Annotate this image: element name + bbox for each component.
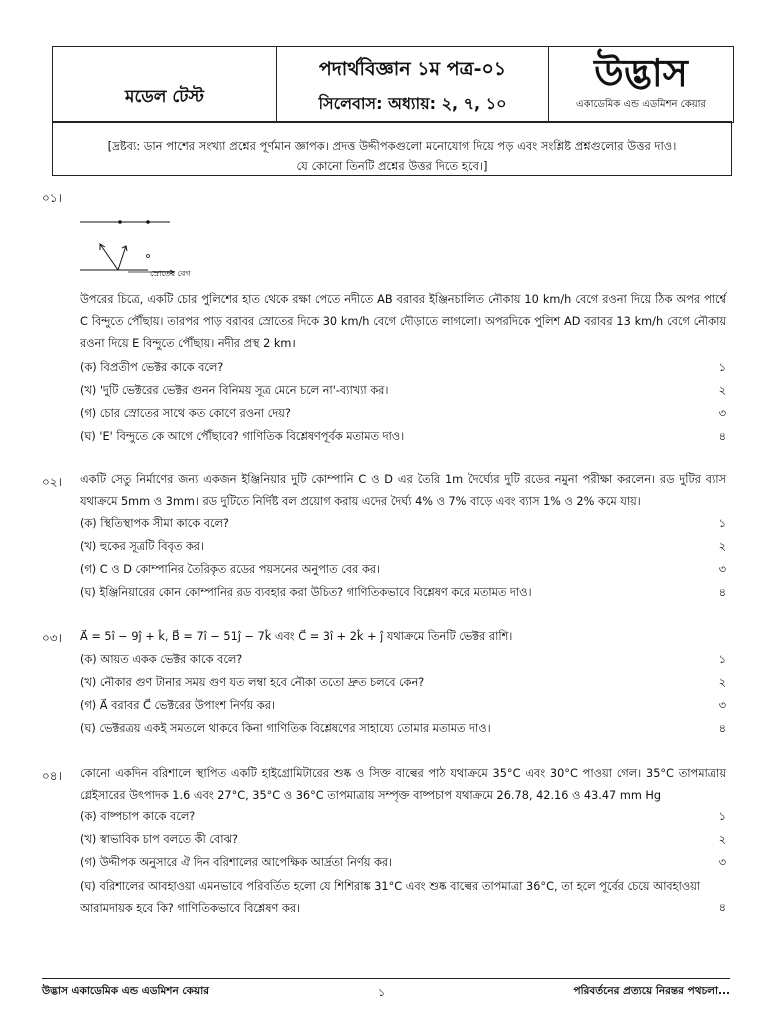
subject-block <box>277 47 549 122</box>
question-part: (গ) A⃗ বরাবর C⃗ ভেক্টরের উপাংশ নির্ণয় কর। ৩ <box>80 696 726 716</box>
marks: ১ <box>718 653 726 666</box>
marks: ৩ <box>718 856 726 869</box>
question-part-long: (ঘ) বরিশালের আবহাওয়া এমনভাবে পরিবর্তিত হলো যে শিশিরাঙ্ক 31°C এবং শুষ্ক বাল্বের তাপমাত্রা 36°C, তা হলে পূর্বের চেয়ে আবহাওয়া আরামদায়ক হবে কি? গাণিতিকভাবে বিশ্লেষণ কর। <box>80 880 700 915</box>
velocity-arrow <box>118 246 126 270</box>
instruction-line-1: [দ্রষ্টব্য: ডান পাশের সংখ্যা প্রশ্নের পূর্ণমান জ্ঞাপক। প্রদত্ত উদ্দীপকগুলো মনোযোগ দিয়ে পড় এবং সংশ্লিষ্ট প্রশ্নগুলোর উত্তর দাও। <box>107 139 677 153</box>
question-number: ০২। <box>42 475 62 489</box>
question-part: (ঘ) 'E' বিন্দুতে কে আগে পৌঁছাবে? গাণিতিক বিশ্লেষণপূর্বক মতামত দাও। ৪ <box>80 427 726 447</box>
marks: ৪ <box>718 901 726 914</box>
question-number: ০১। <box>42 191 62 205</box>
model-test-title: মডেল টেস্ট <box>53 47 277 122</box>
question-part: (খ) হুকের সূত্রটি বিবৃত কর। ২ <box>80 537 726 557</box>
marks: ৪ <box>718 586 726 599</box>
marks: ২ <box>718 540 726 553</box>
question-stem: কোনো একদিন বরিশালে স্থাপিত একটি হাইগ্রোমিটারের শুষ্ক ও সিক্ত বাল্বের পাঠ যথাক্রমে 35°C এবং 30°C পাওয়া গেল। 35°C তাপমাত্রায় গ্লেইসারের উৎপাদক 1.6 এবং 27°C, 35°C ও 36°C তাপমাত্রায় সম্পৃক্ত বাষ্পচাপ যথাক্রমে 26.78, 42.16 ও 43.47 mm Hg <box>80 767 726 802</box>
marks: ৩ <box>718 563 726 576</box>
marks: ২ <box>718 676 726 689</box>
page-number: ১ <box>378 986 386 999</box>
instruction-line-2: যে কোনো তিনটি প্রশ্নের উত্তর দিতে হবে।] <box>296 159 488 173</box>
marks: ১ <box>718 810 726 823</box>
question-part: (খ) নৌকার গুণ টানার সময় গুণ যত লম্বা হবে নৌকা ততো দ্রুত চলবে কেন? ২ <box>80 673 726 693</box>
question-part: (ক) বাষ্পচাপ কাকে বলে? ১ <box>80 807 726 827</box>
footer-slogan: পরিবর্তনের প্রত্যয়ে নিরন্তর পথচলা... <box>573 985 730 997</box>
question-stem: A⃗ = 5î − 9ĵ + k̂, B⃗ = 7î − 51ĵ − 7k̂ এবং C⃗ = 3î + 2k̂ + ĵ যথাক্রমে তিনটি ভেক্টর রাশি। <box>80 630 513 643</box>
syllabus-line: সিলেবাস: অধ্যায়: ২, ৭, ১০ <box>318 94 507 113</box>
marks: ৩ <box>718 699 726 712</box>
header-box <box>52 46 734 123</box>
point-marker <box>146 220 150 224</box>
question-part: (ক) বিপ্রতীপ ভেক্টর কাকে বলে? ১ <box>80 358 726 378</box>
river-figure <box>78 212 178 274</box>
marks: ৪ <box>718 722 726 735</box>
question-part: (ক) স্থিতিস্থাপক সীমা কাকে বলে? ১ <box>80 514 726 534</box>
brand-logo: উদ্ভাস <box>594 50 688 95</box>
footer-divider <box>42 978 730 979</box>
footer-brand: উদ্ভাস একাডেমিক এন্ড এডমিশন কেয়ার <box>42 985 210 997</box>
question-stem: উপরের চিত্রে, একটি চোর পুলিশের হাত থেকে রক্ষা পেতে নদীতে AB বরাবর ইঞ্জিনচালিত নৌকায় 10 km/h বেগে রওনা দিয়ে ঠিক অপর পার্শ্বে C বিন্দুতে পৌঁছায়। তারপর পাড় বরাবর স্রোতের দিকে 30 km/h বেগে দৌড়াতে লাগলো। অপরদিকে পুলিশ AD বরাবর 13 km/h বেগে নৌকায় রওনা দিয়ে E বিন্দুতে পৌঁছায়। নদীর প্রস্থ 2 km। <box>80 293 726 350</box>
question-part: (গ) উদ্দীপক অনুসারে ঐ দিন বরিশালের আপেক্ষিক আর্দ্রতা নির্ণয় কর। ৩ <box>80 853 726 873</box>
marks: ২ <box>718 384 726 397</box>
question-part: (ঘ) ইঞ্জিনিয়ারের কোন কোম্পানির রড ব্যবহার করা উচিত? গাণিতিকভাবে বিশ্লেষণ করে মতামত দাও। ৪ <box>80 583 726 603</box>
marks: ১ <box>718 517 726 530</box>
marks: ২ <box>718 833 726 846</box>
question-part: (ক) আয়ত একক ভেক্টর কাকে বলে? ১ <box>80 650 726 670</box>
point-marker <box>118 220 122 224</box>
question-part <box>80 898 726 918</box>
instructions-box <box>52 121 732 176</box>
current-label: স্রোতের বেগ <box>150 269 191 278</box>
velocity-arrow <box>100 244 118 270</box>
question-part: (খ) স্বাভাবিক চাপ বলতে কী বোঝ? ২ <box>80 830 726 850</box>
question-part: (খ) 'দুটি ভেক্টরের ভেক্টর গুনন বিনিময় সূত্র মেনে চলে না'-ব্যাখ্যা কর। ২ <box>80 381 726 401</box>
marks: ১ <box>718 361 726 374</box>
question-number: ০৪। <box>42 769 62 783</box>
question-stem: একটি সেতু নির্মাণের জন্য একজন ইঞ্জিনিয়ার দুটি কোম্পানি C ও D এর তৈরি 1m দৈর্ঘ্যের দুটি রডের নমুনা পরীক্ষা করলেন। রড দুটির ব্যাস যথাক্রমে 5mm ও 3mm। রড দুটিতে নির্দিষ্ট বল প্রয়োগ করায় এদের দৈর্ঘ্য 4% ও 7% বাড়ে এবং ব্যাস 1% ও 2% কমে যায়। <box>80 473 726 508</box>
question-number: ০৩। <box>42 631 62 645</box>
question-part: (গ) C ও D কোম্পানির তৈরিকৃত রডের পয়সনের অনুপাত বের কর। ৩ <box>80 560 726 580</box>
subject-title: পদার্থবিজ্ঞান ১ম পত্র-০১ <box>318 58 507 80</box>
marks: ৩ <box>718 407 726 420</box>
logo-block <box>549 47 733 122</box>
brand-tagline: একাডেমিক এন্ড এডমিশন কেয়ার <box>575 99 707 110</box>
question-part: (গ) চোর স্রোতের সাথে কত কোণে রওনা দেয়? ৩ <box>80 404 726 424</box>
marks: ৪ <box>718 430 726 443</box>
question-part: (ঘ) ভেক্টরত্রয় একই সমতলে থাকবে কিনা গাণিতিক বিশ্লেষণের সাহায্যে তোমার মতামত দাও। ৪ <box>80 719 726 739</box>
